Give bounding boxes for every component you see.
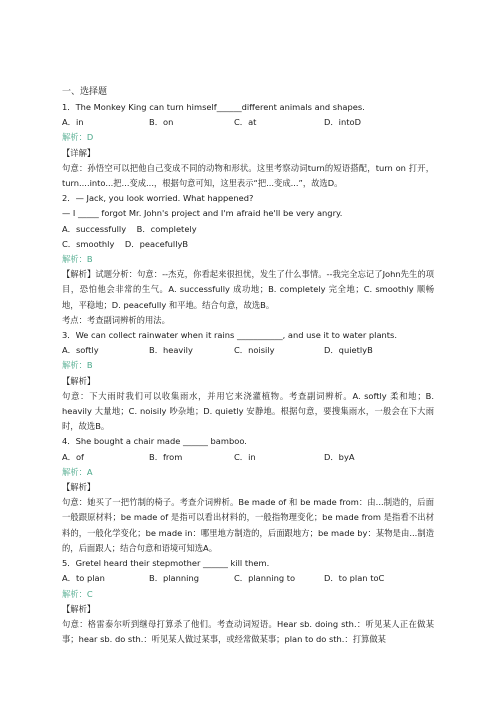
explanation-label: 【解析】 bbox=[62, 603, 96, 614]
answer-label: 解析：B bbox=[62, 360, 93, 371]
option-a: A．softly bbox=[62, 345, 99, 356]
question-5-options bbox=[62, 571, 434, 586]
question-list bbox=[62, 84, 434, 647]
explanation-text: 句意：她买了一把竹制的椅子。考查介词辨析。Be made of 和 be made from：由...制造的，后面一般跟原材料；be made of 是指可以看出材料的，一般指物理变化；be made from 是指看不出材料的，一般化学变化；be made in：哪里地方制造的，后面跟地方；be made by：某物是由...制造的，后面跟人；结合句意和语境可知选A。 bbox=[62, 497, 434, 553]
option-b: B．planning bbox=[149, 573, 199, 584]
option-b: B．heavily bbox=[149, 345, 193, 356]
option-d: D．to plan toC bbox=[324, 573, 385, 584]
option-c: C．planning to bbox=[234, 573, 296, 584]
option-d: D．byA bbox=[324, 451, 355, 462]
option-d: D．quietlyB bbox=[324, 345, 373, 356]
explanation-text: 句意：孙悟空可以把他自己变成不同的动物和形状。这里考察动词turn的短语搭配，turn on 打开，turn....into...把...变成...，根据句意可知，这里表示“把...变成...”，故选D。 bbox=[62, 162, 434, 189]
question-5-stem: 5．Gretel heard their stepmother ______ kill them. bbox=[62, 558, 270, 569]
option-d: D．intoD bbox=[324, 117, 361, 128]
answer-label: 解析：C bbox=[62, 588, 93, 599]
answer-label: 解析：D bbox=[62, 132, 94, 143]
option-b: B．on bbox=[149, 117, 174, 128]
option-c: C．noisily bbox=[234, 345, 275, 356]
explanation-text: 【解析】试题分析：句意：--杰克，你看起来很担忧，发生了什么事情。--我完全忘记了John先生的项目，恐怕他会非常的生气。A. successfully 成功地；B. completely 完全地；C. smoothly 顺畅地，平稳地；D. peacefully 和平地。结合句意，故选B。 bbox=[62, 269, 434, 310]
question-2-stem-continued: — I _____ forgot Mr. John's project and I'm afraid he'll be very angry. bbox=[62, 208, 343, 219]
explanation-label: 【详解】 bbox=[62, 147, 96, 158]
option-c: C．at bbox=[234, 117, 257, 128]
option-c: C．in bbox=[234, 451, 256, 462]
explanation-text: 句意：格雷泰尔听到继母打算杀了他们。考查动词短语。Hear sb. doing sth.：听见某人正在做某事；hear sb. do sth.：听见某人做过某事，或经常做某事；plan to do sth.：打算做某 bbox=[62, 618, 434, 645]
option-a: A．in bbox=[62, 117, 84, 128]
question-2-options-row-2: C．smoothly D．peacefullyB bbox=[62, 238, 189, 249]
question-2-stem: 2．— Jack, you look worried. What happened? bbox=[62, 193, 254, 204]
key-point-text: 考点：考查副词辨析的用法。 bbox=[62, 314, 170, 325]
answer-label: 解析：A bbox=[62, 466, 93, 477]
question-3-options bbox=[62, 343, 434, 358]
option-a: A．of bbox=[62, 451, 84, 462]
answer-label: 解析：B bbox=[62, 254, 93, 265]
explanation-label: 【解析】 bbox=[62, 482, 96, 493]
question-3-stem: 3．We can collect rainwater when it rains ___________, and use it to water plants. bbox=[62, 330, 398, 341]
explanation-label: 【解析】 bbox=[62, 375, 96, 386]
question-1-options bbox=[62, 115, 434, 130]
question-1-stem: 1．The Monkey King can turn himself______different animals and shapes. bbox=[62, 102, 365, 112]
question-2-options-row-1: A．successfully B．completely bbox=[62, 223, 197, 234]
explanation-text: 句意：下大雨时我们可以收集雨水，并用它来浇灌植物。考查副词辨析。A. softly 柔和地；B. heavily 大量地；C. noisily 吵杂地；D. quietly 安静地。根据句意，要搜集雨水，一般会在下大雨时，故选B。 bbox=[62, 390, 434, 432]
option-a: A．to plan bbox=[62, 573, 105, 584]
section-title: 一、选择题 bbox=[62, 87, 108, 97]
option-b: B．from bbox=[149, 451, 183, 462]
question-4-options bbox=[62, 450, 434, 465]
question-4-stem: 4．She bought a chair made ______ bamboo. bbox=[62, 436, 247, 447]
